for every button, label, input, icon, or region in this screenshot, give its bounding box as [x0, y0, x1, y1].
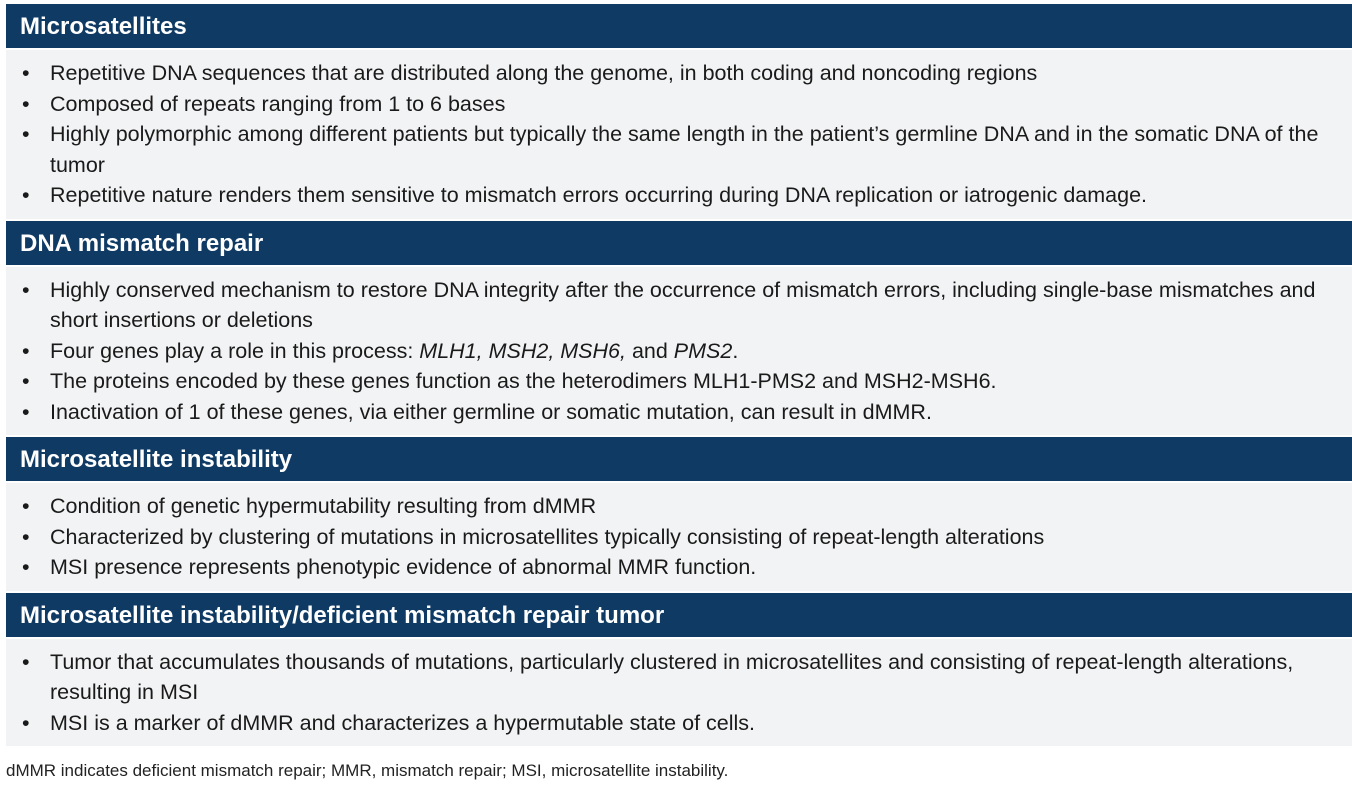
- list-item: [20, 58, 1338, 89]
- list-item-text-middle: and: [625, 338, 674, 363]
- list-item: [20, 522, 1338, 553]
- bullet-marker: •: [22, 555, 30, 579]
- list-item: [20, 552, 1338, 583]
- list-item-text: Repetitive nature renders them sensitive to mismatch errors occurring during DNA replication or iatrogenic damage.: [50, 183, 1148, 207]
- list-item-text: Characterized by clustering of mutations in microsatellites typically consisting of repeat-length alterations: [50, 524, 1045, 549]
- bullet-marker: •: [22, 524, 30, 549]
- section-title-microsatellite-instability: Microsatellite instability: [6, 437, 1352, 483]
- list-item: [20, 366, 1338, 397]
- bullet-marker: •: [22, 338, 30, 363]
- bullet-list: [20, 58, 1338, 211]
- list-item-text: The proteins encoded by these genes function as the heterodimers MLH1-PMS2 and MSH2-MSH6.: [50, 369, 997, 393]
- list-item-text: Inactivation of 1 of these genes, via either germline or somatic mutation, can result in dMMR.: [50, 399, 932, 424]
- section-body-microsatellite-instability: [6, 483, 1352, 593]
- bullet-list: [20, 275, 1338, 428]
- list-item-text: Repetitive DNA sequences that are distributed along the genome, in both coding and noncoding regions: [50, 61, 1038, 85]
- bullet-marker: •: [22, 122, 30, 146]
- section-title-dna-mismatch-repair: DNA mismatch repair: [6, 221, 1352, 267]
- bullet-marker: •: [22, 649, 30, 674]
- bullet-marker: •: [22, 399, 30, 424]
- bullet-list: [20, 491, 1338, 583]
- bullet-marker: •: [22, 277, 30, 302]
- bullet-marker: •: [22, 710, 30, 735]
- table-footnote: dMMR indicates deficient mismatch repair; MMR, mismatch repair; MSI, microsatellite instability.: [6, 761, 729, 780]
- section-title-msi-dmmr-tumor: Microsatellite instability/deficient mismatch repair tumor: [6, 593, 1352, 639]
- list-item-text: MSI presence represents phenotypic evidence of abnormal MMR function.: [50, 555, 757, 579]
- list-item-text-prefix: Four genes play a role in this process:: [50, 338, 420, 363]
- list-item-text: Condition of genetic hypermutability resulting from dMMR: [50, 494, 597, 518]
- gene-name-pms2: PMS2: [673, 338, 733, 363]
- definitions-table: [6, 4, 1352, 746]
- list-item-text: Tumor that accumulates thousands of mutations, particularly clustered in microsatellites and consisting of repeat-length alterations, resulting in MSI: [50, 649, 1294, 704]
- bullet-marker: •: [22, 494, 30, 518]
- bullet-marker: •: [22, 91, 30, 116]
- list-item: [20, 708, 1338, 739]
- gene-names-italic: MLH1, MSH2, MSH6,: [419, 338, 626, 363]
- bullet-marker: •: [22, 61, 30, 85]
- section-body-msi-dmmr-tumor: [6, 639, 1352, 747]
- list-item: [20, 647, 1338, 708]
- bullet-marker: •: [22, 369, 30, 393]
- list-item: [20, 180, 1338, 211]
- list-item-text: Highly polymorphic among different patients but typically the same length in the patient’s germline DNA and in the somatic DNA of the tumor: [50, 122, 1319, 177]
- bullet-list: [20, 647, 1338, 739]
- list-item: [20, 336, 1338, 367]
- list-item: [20, 89, 1338, 120]
- list-item-text: Composed of repeats ranging from 1 to 6 bases: [50, 91, 506, 116]
- section-title-microsatellites: Microsatellites: [6, 4, 1352, 50]
- list-item: [20, 275, 1338, 336]
- section-body-dna-mismatch-repair: [6, 267, 1352, 438]
- list-item: [20, 397, 1338, 428]
- list-item: [20, 491, 1338, 522]
- list-item-text-suffix: .: [732, 338, 739, 363]
- list-item-text: Highly conserved mechanism to restore DNA integrity after the occurrence of mismatch errors, including single-base mismatches and short insertions or deletions: [50, 277, 1316, 332]
- list-item-text: MSI is a marker of dMMR and characterizes a hypermutable state of cells.: [50, 710, 755, 735]
- section-body-microsatellites: [6, 50, 1352, 221]
- list-item: [20, 119, 1338, 180]
- bullet-marker: •: [22, 183, 30, 207]
